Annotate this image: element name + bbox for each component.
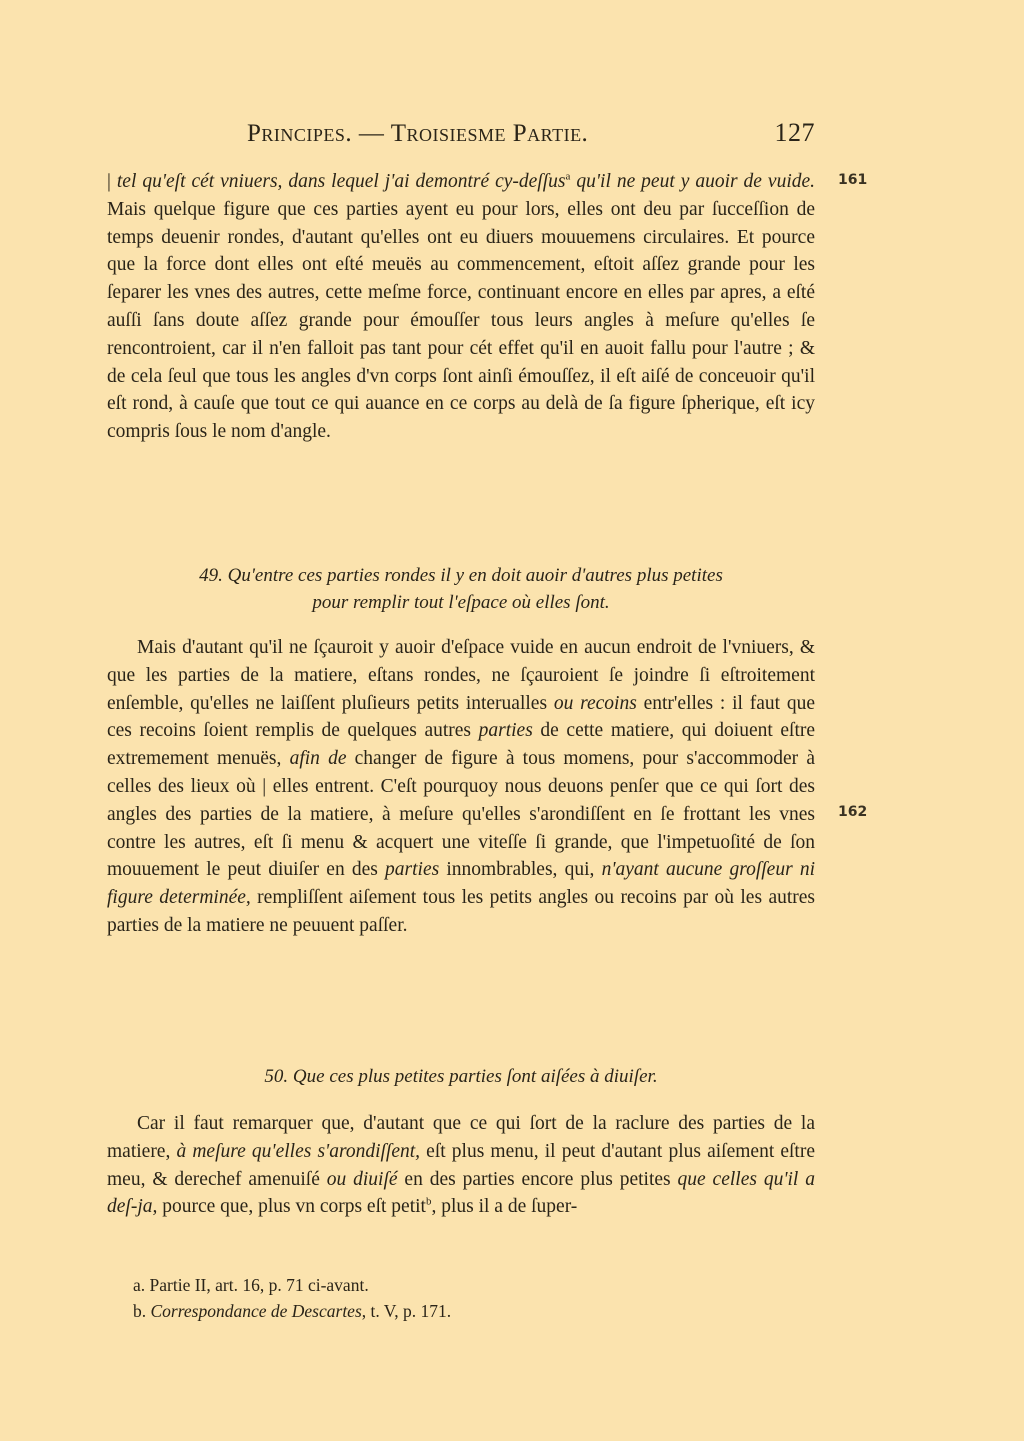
article-49-heading [107, 562, 815, 616]
page-number: 127 [774, 118, 815, 147]
paragraph-text: eſt plus menu, il peut d'autant plus aiſement eſtre meu, & derechef amenuiſé [107, 1140, 816, 1190]
footnote-label: a. [133, 1275, 150, 1295]
heading-line: 50. Que ces plus petites parties ſont aiſées à diuiſer. [264, 1066, 658, 1087]
page-break-marker: | [262, 775, 273, 797]
paragraph-text: Mais d'autant qu'il ne ſçauroit y auoir d'eſpace vuide en aucun endroit de l'vniuers, & que les parties de la matiere, eſtans rondes, ne ſçauroient ſe joindre ſi eſtroitement enſemble, qu'elles ne laiſſent pluſieurs petits interualles [107, 637, 815, 714]
paragraph-text: elles entrent. C'eſt pourquoy nous deuons penſer que ce qui ſort des angles des parties de la matiere, à meſure qu'elles s'arondiſſent en ſe frottant les vnes contre les autres, eſt ſi menu & acquert une viteſſe ſi grande, que l'impetuoſité de ſon mouuement le peut diuiſer en des [107, 775, 816, 881]
heading-line-1: 49. Qu'entre ces parties rondes il y en doit auoir d'autres plus petites [199, 565, 723, 586]
footnote-text: , t. V, p. 171. [361, 1301, 452, 1321]
footnote-ref-b: b [425, 1195, 432, 1208]
article-50-heading [107, 1063, 815, 1090]
footnote-label: b. [133, 1301, 151, 1321]
footnote-ref-a: a [565, 170, 571, 183]
paragraph-50 [107, 1110, 815, 1221]
paragraph-text: , plus il a de ſuper- [431, 1196, 578, 1218]
italic-text: parties [478, 720, 533, 742]
margin-number-161: 161 [838, 172, 868, 188]
paragraph-text: Mais quelque figure que ces parties ayent eu pour lors, elles ont deu par ſucceſſion de temps deuenir rondes, d'autant qu'elles ont eu diuers mouuemens circulaires. Et pource que la force dont elles ont eſté meuës au commencement, eſtoit aſſez grande pour les ſeparer les vnes des autres, cette meſme force, continuant encore en elles par apres, a eſté auſſi ſans doute aſſez grande pour émouſſer tous leurs angles à meſure qu'elles ſe rencontroient, car il n'en falloit pas tant pour cét effet qu'il en auoit fallu pour l'autre ; & de cela ſeul que tous les angles d'vn corps ſont ainſi émouſſez, il eſt aiſé de conceuoir qu'il eſt rond, à cauſe que tout ce qui auance en ce corps au delà de ſa figure ſpherique, eſt icy compris ſous le nom d'angle. [107, 198, 815, 443]
heading-line-2: pour remplir tout l'eſpace où elles ſont. [312, 592, 610, 613]
paragraph-text: entr'elles : il faut que ces recoins ſoient remplis de quelques autres [107, 692, 815, 742]
paragraph-text: en des parties encore plus petites [397, 1168, 678, 1190]
italic-text: que celles qu'il a deſ-ja, [107, 1168, 815, 1218]
footnote-italic: Correspondance de Descartes [150, 1301, 362, 1321]
italic-text: à meſure qu'elles s'arondiſſent, [176, 1140, 421, 1162]
paragraph-text: pource que, plus vn corps eſt petit [157, 1196, 426, 1218]
running-title: Principes. — Troisiesme Partie. [247, 120, 589, 147]
paragraph-text: Car il faut remarquer que, d'autant que ce qui ſort de la raclure des parties de la matiere, [107, 1113, 815, 1162]
paragraph-49 [107, 634, 815, 940]
paragraph-text: rempliſſent aiſement tous les petits angles ou recoins par où les autres parties de la matiere ne peuuent paſſer. [107, 887, 815, 936]
paragraph-text: de cette matiere, qui doiuent eſtre extremement menuës, [107, 720, 816, 770]
italic-text: ou diuiſé [326, 1168, 398, 1190]
page-break-marker: | [107, 171, 117, 192]
italic-text: afin de [289, 748, 347, 770]
paragraph-text: innombrables, qui, [439, 859, 602, 881]
italic-text: ou recoins [553, 692, 637, 714]
footnote-a [133, 1272, 451, 1298]
paragraph-text: changer de figure à tous momens, pour s'accommoder à celles des lieux où [107, 748, 815, 797]
footnotes [133, 1272, 451, 1324]
italic-text: qu'il ne peut y auoir de vuide. [570, 171, 816, 192]
italic-text: n'ayant aucune groſſeur ni figure determinée, [107, 859, 815, 909]
italic-text: tel qu'eſt cét vniuers, dans lequel j'ai demontré cy-deſſus [116, 171, 566, 192]
paragraph-48-end [107, 168, 815, 446]
footnote-text: Partie II, art. 16, p. 71 ci-avant. [149, 1275, 369, 1295]
italic-text: parties [385, 859, 440, 881]
running-header [247, 118, 815, 148]
footnote-b [133, 1298, 451, 1324]
margin-number-162: 162 [838, 804, 868, 820]
